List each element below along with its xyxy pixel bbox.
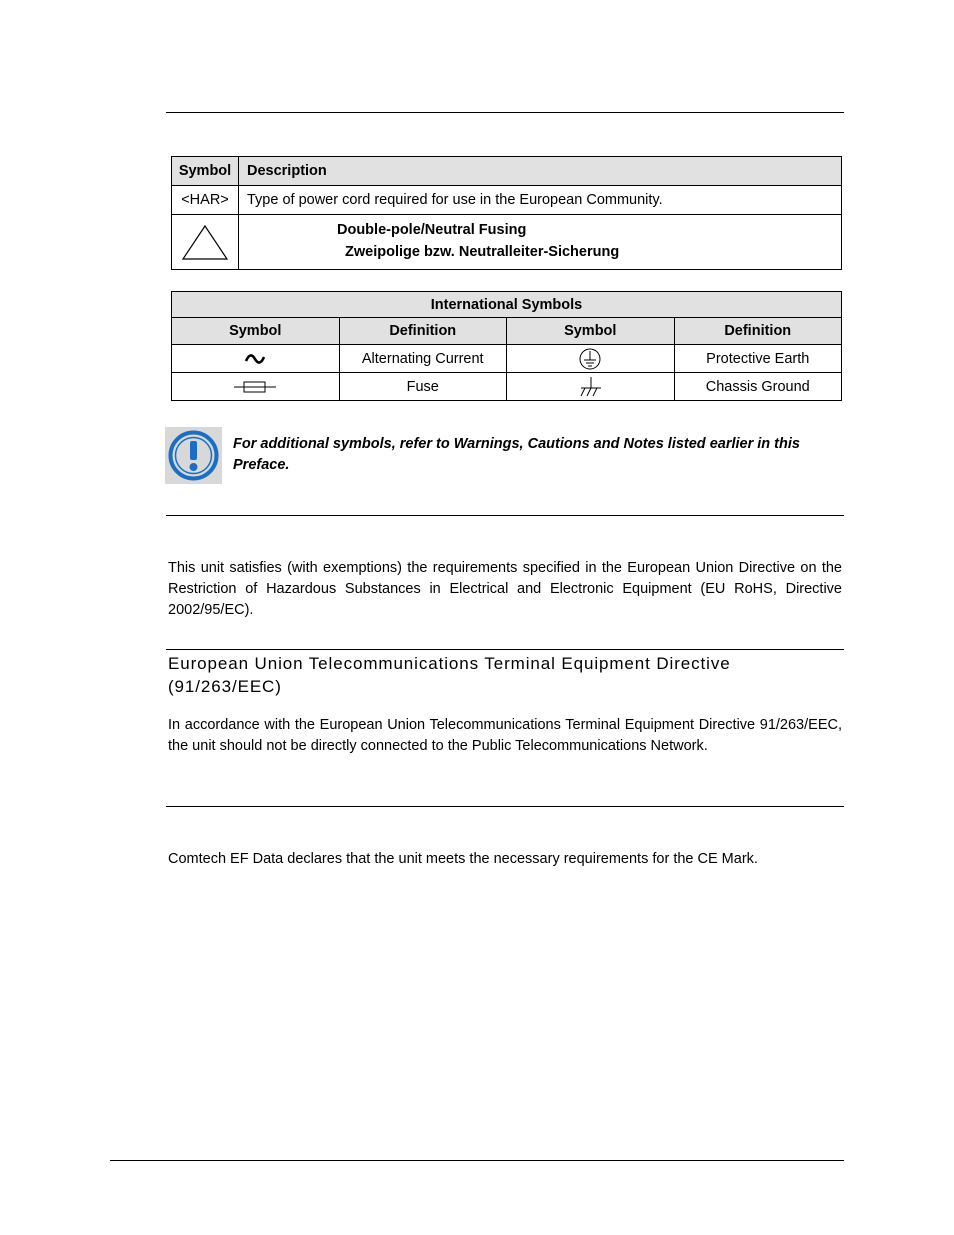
fusing-description: [239, 215, 842, 270]
col-symbol-1-header: Symbol: [172, 318, 340, 345]
har-description: Type of power cord required for use in the European Community.: [239, 186, 842, 215]
col-definition-1-header: Definition: [339, 318, 507, 345]
har-symbol: <HAR>: [172, 186, 239, 215]
table-row: [172, 186, 842, 215]
protective-earth-icon: [578, 347, 602, 371]
intl-table-title: International Symbols: [172, 292, 842, 318]
ce-paragraph: Comtech EF Data declares that the unit meets the necessary requirements for the CE Mark.: [168, 851, 758, 867]
symbols-table: [171, 156, 842, 270]
telecom-heading: European Union Telecommunications Terminal Equipment Directive (91/263/EEC): [168, 654, 731, 696]
ac-definition: Alternating Current: [339, 345, 507, 373]
fuse-icon: [233, 380, 277, 394]
table-row: [172, 345, 842, 373]
chassis-ground-icon: [577, 376, 603, 398]
alternating-current-icon: [243, 352, 267, 366]
footer-rule: [110, 1160, 844, 1161]
protective-earth-definition: Protective Earth: [674, 345, 842, 373]
rohs-paragraph: This unit satisfies (with exemptions) the requirements specified in the European Union Directive on the Restriction of Hazardous Substances in Electrical and Electronic Equipment (EU RoHS, Directive 2002/95/EC).: [168, 560, 842, 618]
chassis-ground-cell: [507, 373, 675, 401]
col-description-header: Description: [239, 157, 842, 186]
table-row: [172, 373, 842, 401]
top-rule: [166, 112, 844, 113]
ac-symbol-cell: [172, 345, 340, 373]
fusing-line-1: Double-pole/Neutral Fusing: [337, 222, 527, 238]
international-symbols-table: [171, 291, 842, 401]
col-definition-2-header: Definition: [674, 318, 842, 345]
telecom-paragraph: In accordance with the European Union Telecommunications Terminal Equipment Directive 91/263/EEC, the unit should not be directly connected to the Public Telecommunications Network.: [168, 717, 842, 754]
fusing-line-2: Zweipolige bzw. Neutralleiter-Sicherung: [345, 244, 620, 260]
note-text: For additional symbols, refer to Warnings, Cautions and Notes listed earlier in this Preface.: [233, 436, 800, 473]
fuse-symbol-cell: [172, 373, 340, 401]
note-icon-box: [165, 427, 222, 484]
col-symbol-2-header: Symbol: [507, 318, 675, 345]
warning-triangle-icon: [180, 222, 230, 262]
col-symbol-header: Symbol: [172, 157, 239, 186]
table-row: [172, 215, 842, 270]
section-rule-ce: [166, 806, 844, 807]
fuse-definition: Fuse: [339, 373, 507, 401]
chassis-ground-definition: Chassis Ground: [674, 373, 842, 401]
section-rule-telecom: [166, 649, 844, 650]
info-icon: [165, 427, 222, 484]
protective-earth-cell: [507, 345, 675, 373]
section-rule-rohs: [166, 515, 844, 516]
warning-triangle-cell: [172, 215, 239, 270]
